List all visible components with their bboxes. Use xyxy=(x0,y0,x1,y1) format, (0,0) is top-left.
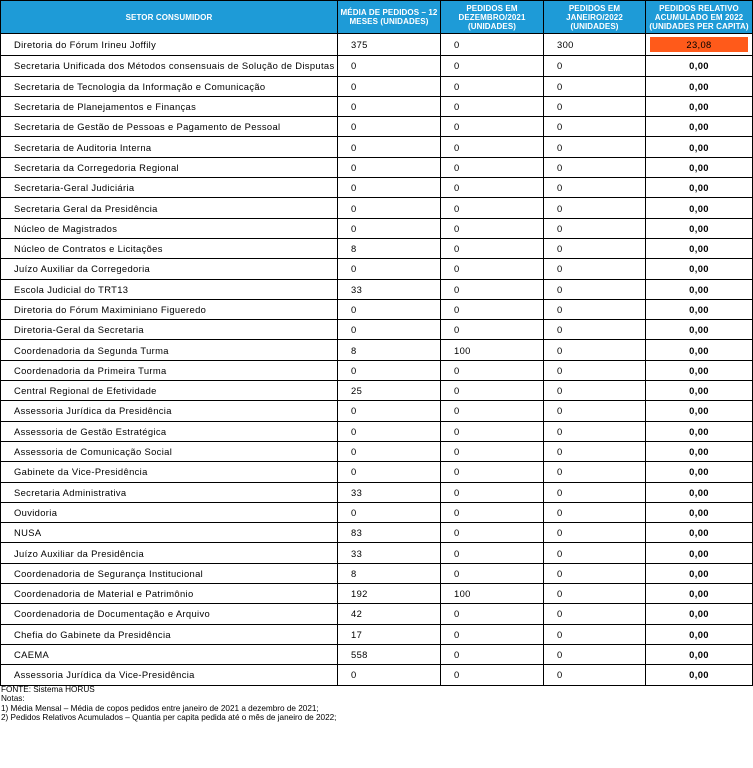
per-capita-cell: 0,00 xyxy=(646,157,753,177)
per-capita-cell: 0,00 xyxy=(646,279,753,299)
per-capita-cell: 0,00 xyxy=(646,665,753,685)
setor-cell: Núcleo de Contratos e Licitações xyxy=(1,238,338,258)
media-cell: 0 xyxy=(338,421,441,441)
table-row xyxy=(1,137,753,157)
dezembro-cell: 0 xyxy=(441,34,544,56)
per-capita-cell: 0,00 xyxy=(646,421,753,441)
dezembro-cell: 0 xyxy=(441,543,544,563)
janeiro-cell: 0 xyxy=(544,421,646,441)
dezembro-cell: 0 xyxy=(441,96,544,116)
setor-cell: Assessoria de Gestão Estratégica xyxy=(1,421,338,441)
notes-section xyxy=(1,685,336,723)
media-cell: 0 xyxy=(338,76,441,96)
setor-cell: Coordenadoria da Segunda Turma xyxy=(1,340,338,360)
setor-cell: Secretaria da Corregedoria Regional xyxy=(1,157,338,177)
table-row xyxy=(1,340,753,360)
note-1: 1) Média Mensal – Média de copos pedidos entre janeiro de 2021 a dezembro de 2021; xyxy=(1,703,319,713)
dezembro-cell: 0 xyxy=(441,259,544,279)
janeiro-cell: 0 xyxy=(544,482,646,502)
setor-cell: Secretaria de Auditoria Interna xyxy=(1,137,338,157)
table-row xyxy=(1,178,753,198)
janeiro-cell: 0 xyxy=(544,523,646,543)
setor-cell: Secretaria Administrativa xyxy=(1,482,338,502)
janeiro-cell: 0 xyxy=(544,137,646,157)
setor-cell: Gabinete da Vice-Presidência xyxy=(1,462,338,482)
dezembro-cell: 0 xyxy=(441,76,544,96)
table-row xyxy=(1,76,753,96)
header-janeiro: PEDIDOS EM JANEIRO/2022 (UNIDADES) xyxy=(544,1,646,34)
janeiro-cell: 0 xyxy=(544,624,646,644)
janeiro-cell: 0 xyxy=(544,543,646,563)
table-row xyxy=(1,665,753,685)
setor-cell: Secretaria de Planejamentos e Finanças xyxy=(1,96,338,116)
media-cell: 0 xyxy=(338,56,441,76)
dezembro-cell: 0 xyxy=(441,624,544,644)
dezembro-cell: 0 xyxy=(441,178,544,198)
per-capita-cell: 0,00 xyxy=(646,441,753,461)
media-cell: 558 xyxy=(338,644,441,664)
per-capita-cell: 0,00 xyxy=(646,604,753,624)
janeiro-cell: 0 xyxy=(544,381,646,401)
setor-cell: Secretaria de Gestão de Pessoas e Pagamento de Pessoal xyxy=(1,117,338,137)
per-capita-cell: 0,00 xyxy=(646,543,753,563)
per-capita-cell: 0,00 xyxy=(646,523,753,543)
janeiro-cell: 0 xyxy=(544,117,646,137)
table-row xyxy=(1,523,753,543)
table-row xyxy=(1,360,753,380)
per-capita-cell: 0,00 xyxy=(646,238,753,258)
setor-cell: Coordenadoria de Segurança Institucional xyxy=(1,563,338,583)
setor-cell: Escola Judicial do TRT13 xyxy=(1,279,338,299)
highlight-value: 23,08 xyxy=(650,37,748,52)
setor-cell: NUSA xyxy=(1,523,338,543)
table-row xyxy=(1,624,753,644)
per-capita-cell: 0,00 xyxy=(646,56,753,76)
header-setor: SETOR CONSUMIDOR xyxy=(1,1,338,34)
per-capita-cell xyxy=(646,34,753,56)
dezembro-cell: 0 xyxy=(441,198,544,218)
per-capita-cell: 0,00 xyxy=(646,502,753,522)
header-per-capita: PEDIDOS RELATIVO ACUMULADO EM 2022 (UNIDADES PER CAPITA) xyxy=(646,1,753,34)
janeiro-cell: 0 xyxy=(544,76,646,96)
dezembro-cell: 0 xyxy=(441,157,544,177)
media-cell: 0 xyxy=(338,665,441,685)
per-capita-cell: 0,00 xyxy=(646,178,753,198)
table-row xyxy=(1,584,753,604)
per-capita-cell: 0,00 xyxy=(646,198,753,218)
setor-cell: Diretoria do Fórum Irineu Joffily xyxy=(1,34,338,56)
dezembro-cell: 0 xyxy=(441,279,544,299)
dezembro-cell: 100 xyxy=(441,584,544,604)
dezembro-cell: 0 xyxy=(441,238,544,258)
header-media: MÉDIA DE PEDIDOS – 12 MESES (UNIDADES) xyxy=(338,1,441,34)
janeiro-cell: 0 xyxy=(544,96,646,116)
setor-cell: Secretaria Geral da Presidência xyxy=(1,198,338,218)
setor-cell: Secretaria Unificada dos Métodos consensuais de Solução de Disputas xyxy=(1,56,338,76)
table-body xyxy=(1,34,753,686)
dezembro-cell: 0 xyxy=(441,502,544,522)
setor-cell: Secretaria de Tecnologia da Informação e Comunicação xyxy=(1,76,338,96)
janeiro-cell: 0 xyxy=(544,644,646,664)
per-capita-cell: 0,00 xyxy=(646,320,753,340)
dezembro-cell: 0 xyxy=(441,665,544,685)
media-cell: 0 xyxy=(338,401,441,421)
dezembro-cell: 0 xyxy=(441,523,544,543)
media-cell: 33 xyxy=(338,482,441,502)
setor-cell: Juízo Auxiliar da Corregedoria xyxy=(1,259,338,279)
setor-cell: Chefia do Gabinete da Presidência xyxy=(1,624,338,644)
setor-cell: Assessoria de Comunicação Social xyxy=(1,441,338,461)
dezembro-cell: 100 xyxy=(441,340,544,360)
janeiro-cell: 0 xyxy=(544,157,646,177)
media-cell: 33 xyxy=(338,543,441,563)
per-capita-cell: 0,00 xyxy=(646,76,753,96)
per-capita-cell: 0,00 xyxy=(646,218,753,238)
table-row xyxy=(1,56,753,76)
table-row xyxy=(1,259,753,279)
table-row xyxy=(1,604,753,624)
setor-cell: Secretaria-Geral Judiciária xyxy=(1,178,338,198)
table-row xyxy=(1,401,753,421)
janeiro-cell: 0 xyxy=(544,238,646,258)
dezembro-cell: 0 xyxy=(441,117,544,137)
janeiro-cell: 0 xyxy=(544,665,646,685)
media-cell: 8 xyxy=(338,340,441,360)
table-row xyxy=(1,320,753,340)
setor-cell: Diretoria-Geral da Secretaria xyxy=(1,320,338,340)
media-cell: 0 xyxy=(338,198,441,218)
janeiro-cell: 0 xyxy=(544,178,646,198)
media-cell: 0 xyxy=(338,320,441,340)
table-row xyxy=(1,279,753,299)
table-row xyxy=(1,117,753,137)
dezembro-cell: 0 xyxy=(441,218,544,238)
per-capita-cell: 0,00 xyxy=(646,299,753,319)
setor-cell: Diretoria do Fórum Maximiniano Figueredo xyxy=(1,299,338,319)
per-capita-cell: 0,00 xyxy=(646,401,753,421)
table-row xyxy=(1,441,753,461)
table-row xyxy=(1,218,753,238)
per-capita-cell: 0,00 xyxy=(646,624,753,644)
table-row xyxy=(1,299,753,319)
table-row xyxy=(1,198,753,218)
table-row xyxy=(1,644,753,664)
dezembro-cell: 0 xyxy=(441,563,544,583)
setor-cell: Ouvidoria xyxy=(1,502,338,522)
media-cell: 192 xyxy=(338,584,441,604)
media-cell: 0 xyxy=(338,137,441,157)
janeiro-cell: 0 xyxy=(544,360,646,380)
janeiro-cell: 0 xyxy=(544,502,646,522)
janeiro-cell: 0 xyxy=(544,320,646,340)
media-cell: 375 xyxy=(338,34,441,56)
setor-cell: Coordenadoria de Documentação e Arquivo xyxy=(1,604,338,624)
table-row xyxy=(1,96,753,116)
table-row xyxy=(1,462,753,482)
dezembro-cell: 0 xyxy=(441,137,544,157)
notes-title: Notas: xyxy=(1,694,25,704)
media-cell: 17 xyxy=(338,624,441,644)
table-row xyxy=(1,157,753,177)
media-cell: 42 xyxy=(338,604,441,624)
table-row xyxy=(1,34,753,56)
janeiro-cell: 0 xyxy=(544,56,646,76)
media-cell: 0 xyxy=(338,462,441,482)
media-cell: 0 xyxy=(338,360,441,380)
media-cell: 25 xyxy=(338,381,441,401)
setor-cell: Assessoria Jurídica da Presidência xyxy=(1,401,338,421)
table-row xyxy=(1,502,753,522)
table-row xyxy=(1,238,753,258)
janeiro-cell: 0 xyxy=(544,218,646,238)
dezembro-cell: 0 xyxy=(441,381,544,401)
janeiro-cell: 0 xyxy=(544,584,646,604)
dezembro-cell: 0 xyxy=(441,401,544,421)
dezembro-cell: 0 xyxy=(441,299,544,319)
dezembro-cell: 0 xyxy=(441,441,544,461)
janeiro-cell: 0 xyxy=(544,604,646,624)
media-cell: 0 xyxy=(338,178,441,198)
setor-cell: Juízo Auxiliar da Presidência xyxy=(1,543,338,563)
setor-cell: Assessoria Jurídica da Vice-Presidência xyxy=(1,665,338,685)
janeiro-cell: 300 xyxy=(544,34,646,56)
dezembro-cell: 0 xyxy=(441,421,544,441)
table-row xyxy=(1,482,753,502)
media-cell: 0 xyxy=(338,157,441,177)
setor-cell: Núcleo de Magistrados xyxy=(1,218,338,238)
table-row xyxy=(1,563,753,583)
per-capita-cell: 0,00 xyxy=(646,563,753,583)
dezembro-cell: 0 xyxy=(441,604,544,624)
source-note: FONTE: Sistema HORUS xyxy=(1,685,95,694)
per-capita-cell: 0,00 xyxy=(646,137,753,157)
media-cell: 0 xyxy=(338,117,441,137)
per-capita-cell: 0,00 xyxy=(646,482,753,502)
dezembro-cell: 0 xyxy=(441,462,544,482)
per-capita-cell: 0,00 xyxy=(646,584,753,604)
note-2: 2) Pedidos Relativos Acumulados – Quantia per capita pedida até o mês de janeiro de 2022; xyxy=(1,713,337,723)
janeiro-cell: 0 xyxy=(544,259,646,279)
janeiro-cell: 0 xyxy=(544,401,646,421)
per-capita-cell: 0,00 xyxy=(646,340,753,360)
header-dezembro: PEDIDOS EM DEZEMBRO/2021 (UNIDADES) xyxy=(441,1,544,34)
media-cell: 0 xyxy=(338,441,441,461)
table-row xyxy=(1,543,753,563)
media-cell: 0 xyxy=(338,218,441,238)
table-row xyxy=(1,421,753,441)
janeiro-cell: 0 xyxy=(544,299,646,319)
table-row xyxy=(1,381,753,401)
dezembro-cell: 0 xyxy=(441,320,544,340)
per-capita-cell: 0,00 xyxy=(646,96,753,116)
media-cell: 8 xyxy=(338,238,441,258)
media-cell: 33 xyxy=(338,279,441,299)
per-capita-cell: 0,00 xyxy=(646,259,753,279)
per-capita-cell: 0,00 xyxy=(646,117,753,137)
table-header-row xyxy=(1,1,753,34)
janeiro-cell: 0 xyxy=(544,563,646,583)
media-cell: 8 xyxy=(338,563,441,583)
media-cell: 0 xyxy=(338,299,441,319)
dezembro-cell: 0 xyxy=(441,644,544,664)
janeiro-cell: 0 xyxy=(544,279,646,299)
janeiro-cell: 0 xyxy=(544,441,646,461)
janeiro-cell: 0 xyxy=(544,340,646,360)
per-capita-cell: 0,00 xyxy=(646,381,753,401)
per-capita-cell: 0,00 xyxy=(646,462,753,482)
setor-cell: Coordenadoria de Material e Patrimônio xyxy=(1,584,338,604)
media-cell: 83 xyxy=(338,523,441,543)
per-capita-cell: 0,00 xyxy=(646,360,753,380)
setor-cell: CAEMA xyxy=(1,644,338,664)
setor-cell: Coordenadoria da Primeira Turma xyxy=(1,360,338,380)
media-cell: 0 xyxy=(338,502,441,522)
dezembro-cell: 0 xyxy=(441,360,544,380)
media-cell: 0 xyxy=(338,259,441,279)
dezembro-cell: 0 xyxy=(441,56,544,76)
per-capita-cell: 0,00 xyxy=(646,644,753,664)
janeiro-cell: 0 xyxy=(544,198,646,218)
dezembro-cell: 0 xyxy=(441,482,544,502)
media-cell: 0 xyxy=(338,96,441,116)
janeiro-cell: 0 xyxy=(544,462,646,482)
setor-cell: Central Regional de Efetividade xyxy=(1,381,338,401)
